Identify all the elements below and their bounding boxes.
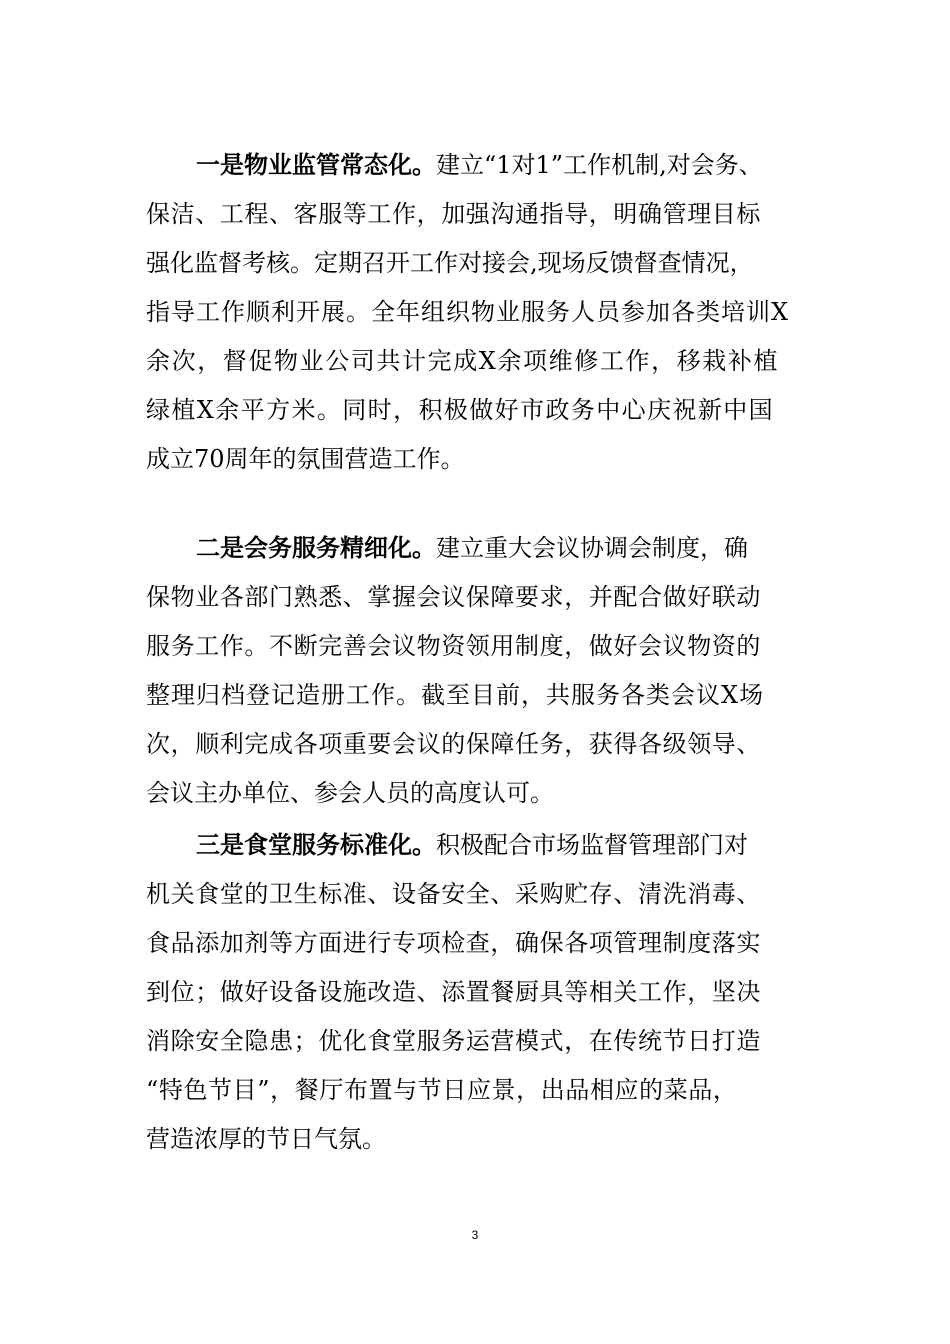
line-text: 建立重大会议协调会制度，确 — [436, 534, 748, 562]
page-number: 3 — [471, 1228, 479, 1242]
line-text: 服务工作。不断完善会议物资领用制度，做好会议物资的 — [146, 632, 761, 660]
line-text: 余次，督促物业公司共计完成X余项维修工作，移栽补植 — [146, 347, 780, 375]
paragraph-first-line — [196, 830, 748, 860]
line-text: 消除安全隐患；优化食堂服务运营模式，在传统节日打造 — [146, 1027, 761, 1055]
paragraph-first-line — [196, 533, 748, 563]
line-text: 次，顺利完成各项重要会议的保障任务，获得各级领导、 — [146, 730, 761, 758]
line-text: 食品添加剂等方面进行专项检查，确保各项管理制度落实 — [146, 929, 761, 957]
line-text: 保物业各部门熟悉、掌握会议保障要求，并配合做好联动 — [146, 583, 761, 611]
line-text: 营造浓厚的节日气氛。 — [146, 1125, 386, 1153]
paragraph-first-line — [196, 150, 763, 180]
line-text: 积极配合市场监督管理部门对 — [436, 831, 748, 859]
line-text: 成立70周年的氛围营造工作。 — [146, 445, 465, 473]
line-text: 会议主办单位、参会人员的高度认可。 — [146, 779, 554, 807]
paragraph-lead: 二是会务服务精细化。 — [196, 533, 436, 562]
line-text: 指导工作顺利开展。全年组织物业服务人员参加各类培训X — [146, 298, 790, 326]
line-text: 到位；做好设备设施改造、添置餐厨具等相关工作，坚决 — [146, 978, 761, 1006]
line-text: 机关食堂的卫生标准、设备安全、采购贮存、清洗消毒、 — [146, 880, 761, 908]
paragraph-lead: 三是食堂服务标准化。 — [196, 830, 436, 859]
line-text: 强化监督考核。定期召开工作对接会,现场反馈督查情况， — [146, 249, 754, 277]
paragraph-lead: 一是物业监管常态化。 — [196, 150, 436, 179]
line-text: “特色节目”，餐厅布置与节日应景，出品相应的菜品， — [146, 1076, 738, 1104]
line-text: 建立“1对1”工作机制,对会务、 — [436, 151, 763, 179]
line-text: 绿植X余平方米。同时，积极做好市政务中心庆祝新中国 — [146, 396, 775, 424]
line-text: 保洁、工程、客服等工作，加强沟通指导，明确管理目标 — [146, 200, 761, 228]
line-text: 整理归档登记造册工作。截至目前，共服务各类会议X场 — [146, 681, 765, 709]
